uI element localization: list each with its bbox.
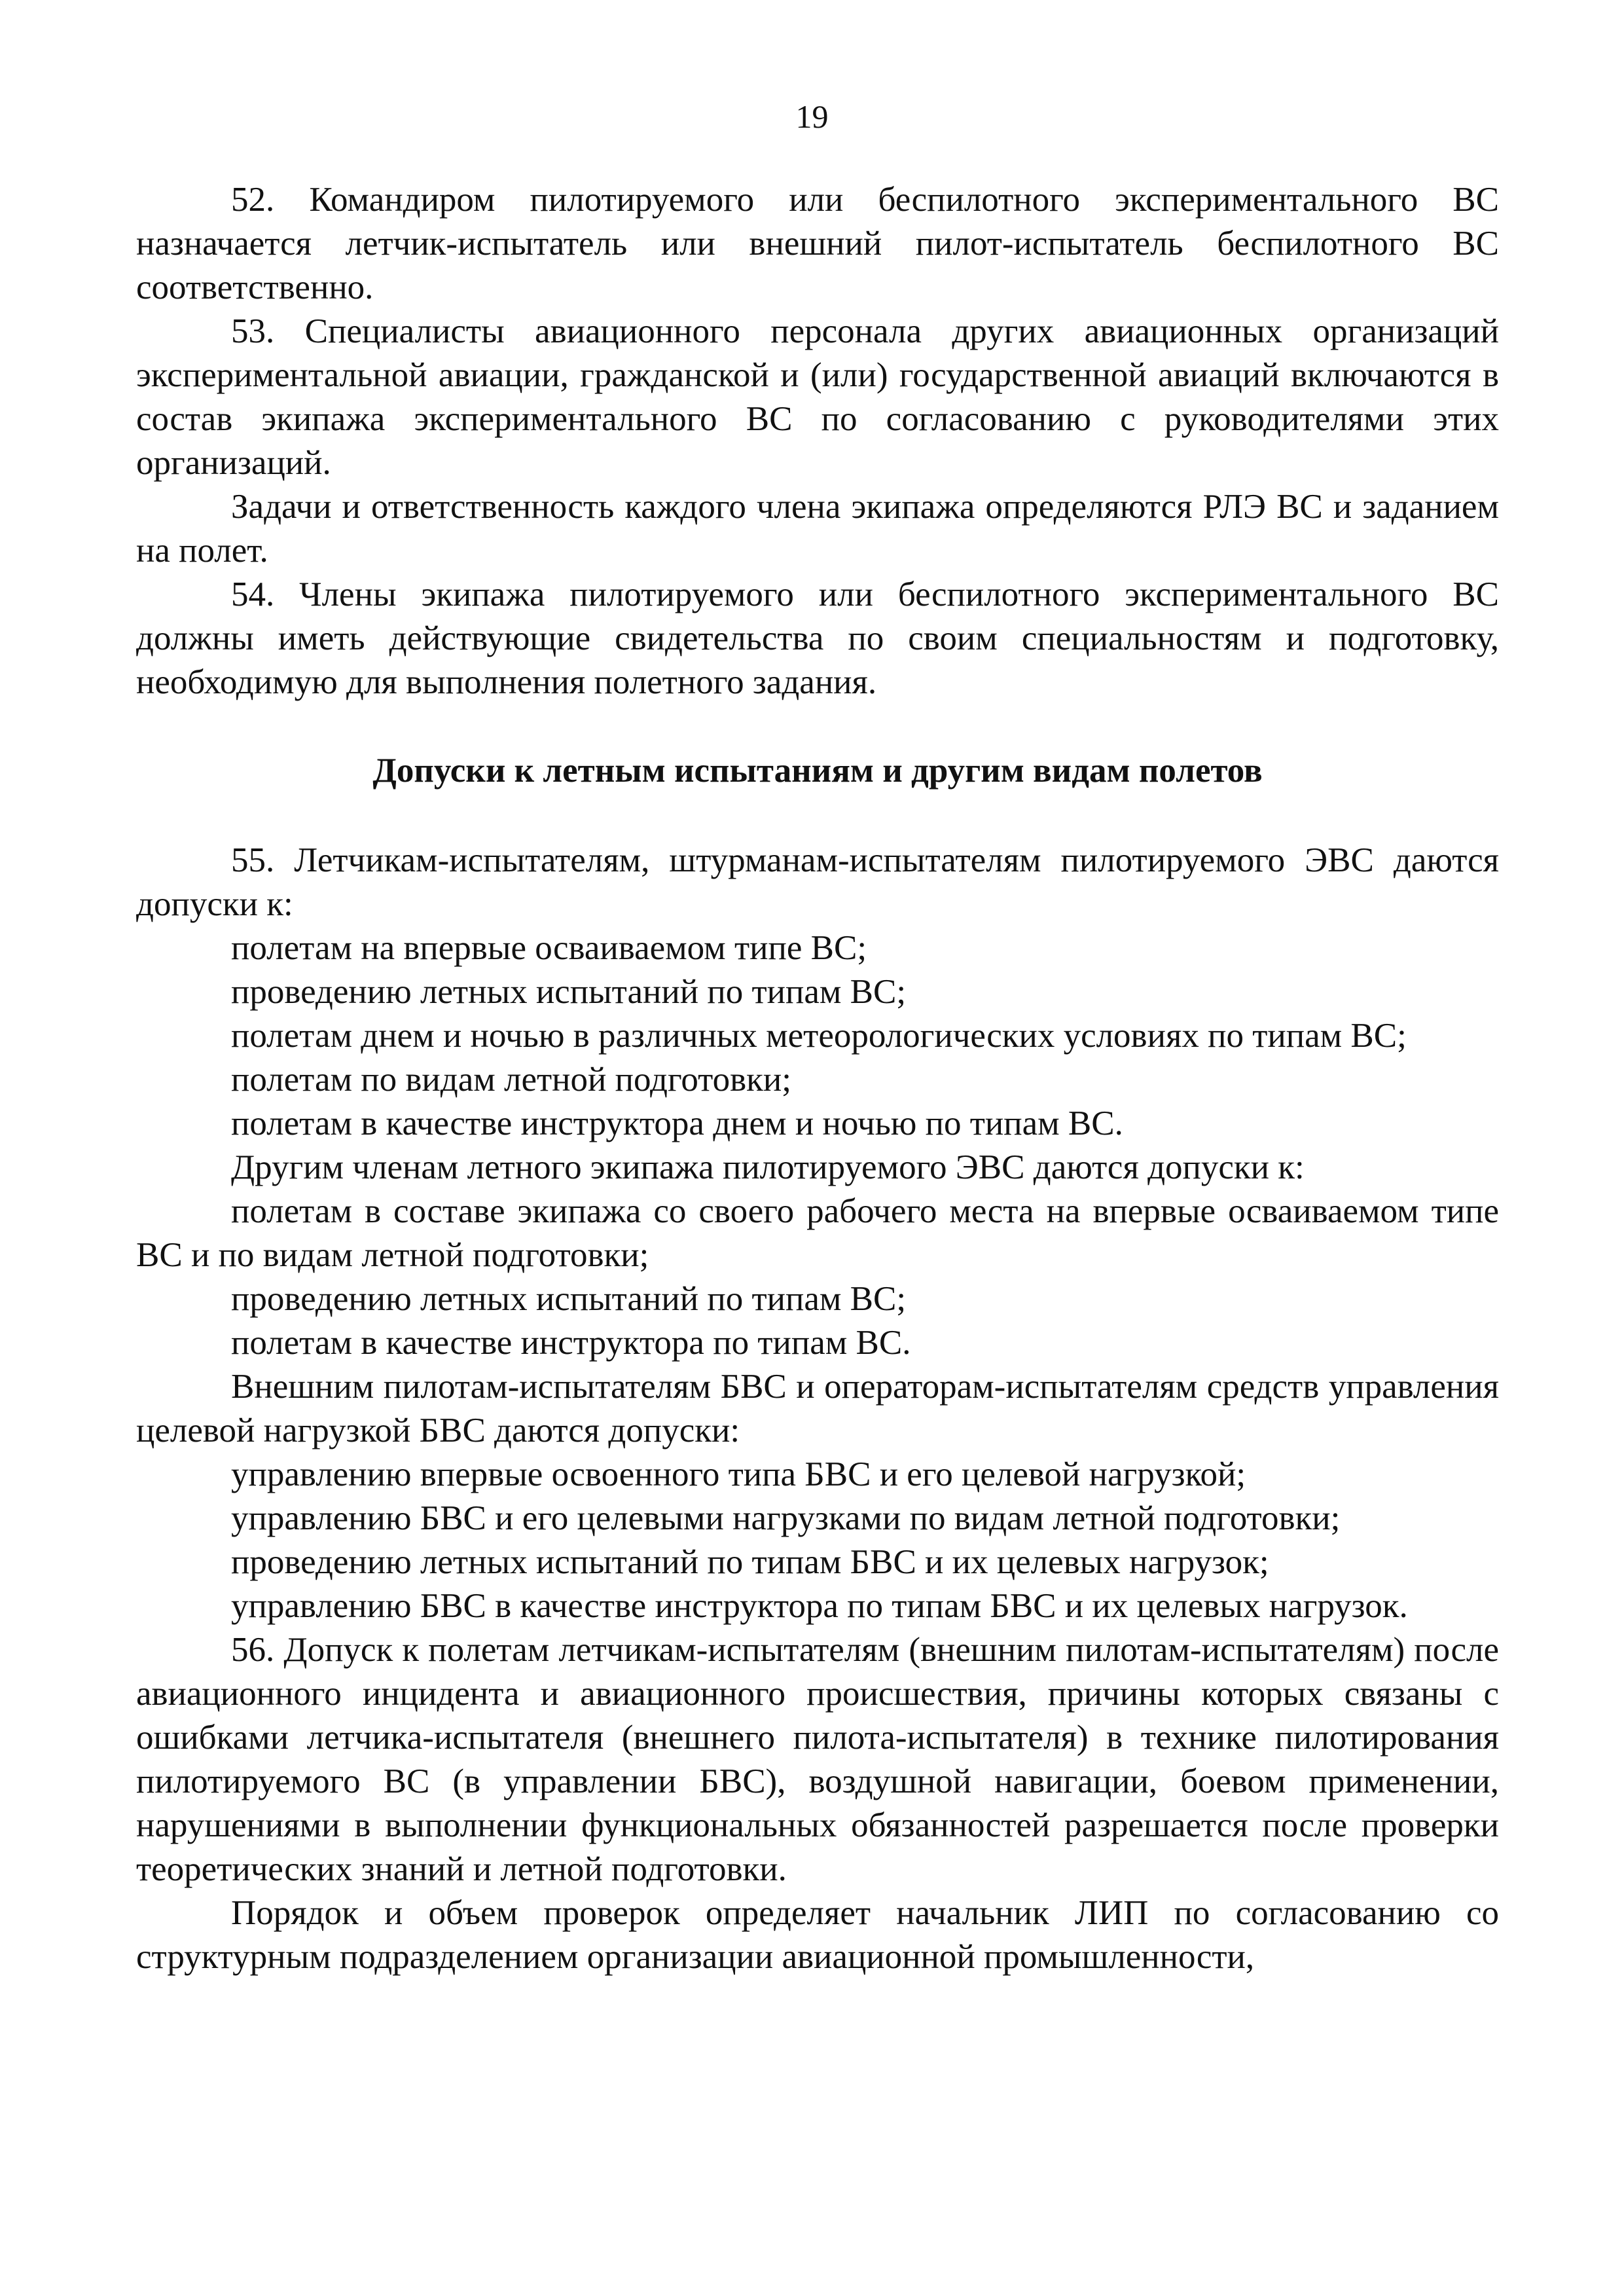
list-item: управлению БВС и его целевыми нагрузками по видам летной подготовки; bbox=[231, 1499, 1341, 1537]
list-item: полетам в составе экипажа со своего рабочего места на впервые осваиваемом типе ВС и по видам летной подготовки; bbox=[136, 1192, 1499, 1274]
paragraph-53-tasks: Задачи и ответственность каждого члена экипажа определяются РЛЭ ВС и заданием на полет. bbox=[136, 488, 1499, 570]
section-heading: Допуски к летным испытаниям и другим видам полетов bbox=[372, 752, 1263, 790]
paragraph-54: 54. Члены экипажа пилотируемого или беспилотного экспериментального ВС должны иметь действующие свидетельства по своим специальностям и подготовку, необходимую для выполнения полетного задания. bbox=[136, 575, 1499, 701]
paragraph-53: 53. Специалисты авиационного персонала других авиационных организаций экспериментальной авиации, гражданской и (или) государственной авиаций включаются в состав экипажа экспериментального ВС по согласованию с руководителями этих организаций. bbox=[136, 312, 1499, 482]
document-body bbox=[136, 178, 1499, 1979]
paragraph-52: 52. Командиром пилотируемого или беспилотного экспериментального ВС назначается летчик-испытатель или внешний пилот-испытатель беспилотного ВС соответственно. bbox=[136, 181, 1499, 306]
list-item: полетам в качестве инструктора по типам ВС. bbox=[231, 1324, 911, 1362]
list-item: полетам в качестве инструктора днем и ночью по типам ВС. bbox=[231, 1104, 1123, 1142]
list-item: полетам днем и ночью в различных метеорологических условиях по типам ВС; bbox=[231, 1017, 1407, 1055]
list-item: полетам по видам летной подготовки; bbox=[231, 1061, 791, 1099]
list-item: управлению впервые освоенного типа БВС и его целевой нагрузкой; bbox=[231, 1455, 1246, 1493]
list-item: проведению летных испытаний по типам ВС; bbox=[231, 1280, 907, 1318]
list-item: проведению летных испытаний по типам БВС и их целевых нагрузок; bbox=[231, 1543, 1269, 1581]
paragraph-external-pilots: Внешним пилотам-испытателям БВС и операторам-испытателям средств управления целевой нагрузкой БВС даются допуски: bbox=[136, 1368, 1499, 1449]
page-number: 19 bbox=[795, 98, 829, 135]
list-item: проведению летных испытаний по типам ВС; bbox=[231, 973, 907, 1011]
paragraph-55: 55. Летчикам-испытателям, штурманам-испытателям пилотируемого ЭВС даются допуски к: bbox=[136, 841, 1499, 923]
list-item: управлению БВС в качестве инструктора по типам БВС и их целевых нагрузок. bbox=[231, 1587, 1408, 1625]
paragraph-56: 56. Допуск к полетам летчикам-испытателям (внешним пилотам-испытателям) после авиационного инцидента и авиационного происшествия, причины которых связаны с ошибками летчика-испытателя (внешнего пилота-испытателя) в технике пилотирования пилотируемого ВС (в управлении БВС), воздушной навигации, боевом применении, нарушениями в выполнении функциональных обязанностей разрешается после проверки теоретических знаний и летной подготовки. bbox=[136, 1631, 1499, 1888]
list-item: полетам на впервые осваиваемом типе ВС; bbox=[231, 929, 867, 967]
paragraph-check-order: Порядок и объем проверок определяет начальник ЛИП по согласованию со структурным подразделением организации авиационной промышленности, bbox=[136, 1894, 1499, 1976]
paragraph-other-crew: Другим членам летного экипажа пилотируемого ЭВС даются допуски к: bbox=[231, 1148, 1305, 1186]
